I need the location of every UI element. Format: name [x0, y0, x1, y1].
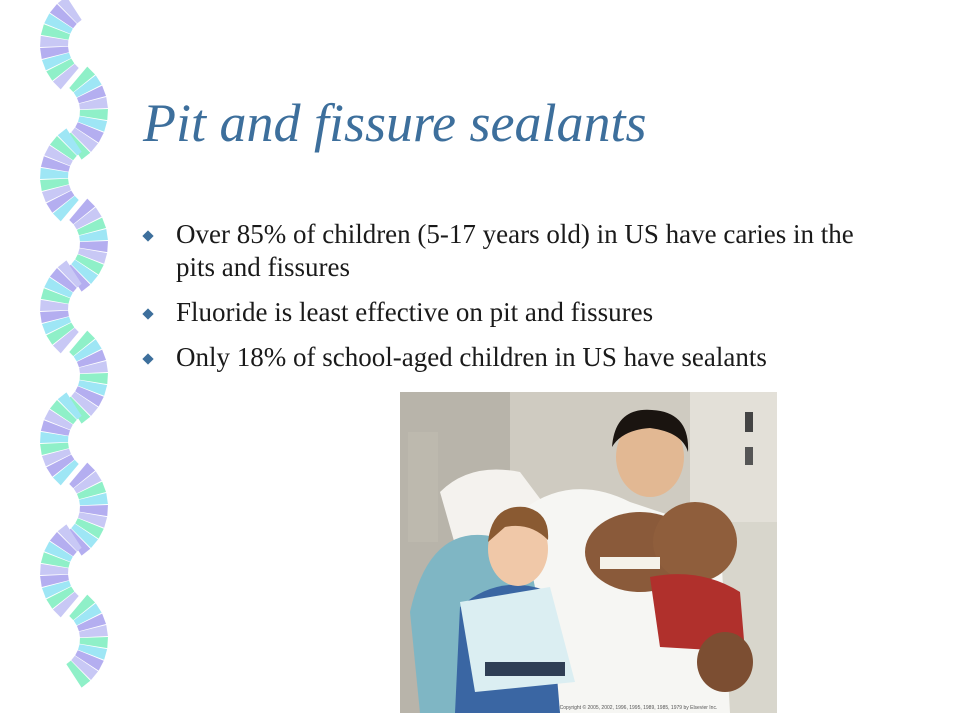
slide-title: Pit and fissure sealants: [143, 93, 647, 153]
bullet-text: Only 18% of school-aged children in US have sealants: [176, 342, 767, 372]
bullet-list: [138, 218, 898, 386]
photo-copyright: Copyright © 2005, 2002, 1996, 1995, 1989, 1985, 1979 by Elsevier Inc.: [559, 705, 718, 711]
bullet-text: Over 85% of children (5-17 years old) in US have caries in the pits and fissures: [176, 219, 854, 282]
dental-photo: [400, 392, 777, 713]
bullet-item: [138, 218, 898, 284]
diamond-bullet-icon: [142, 230, 153, 241]
bullet-item: [138, 341, 898, 374]
photo-illustration: [400, 392, 777, 713]
diamond-bullet-icon: [142, 353, 153, 364]
fan-spiral-decoration: [20, 0, 130, 720]
bullet-text: Fluoride is least effective on pit and fissures: [176, 297, 654, 327]
diamond-bullet-icon: [142, 308, 153, 319]
bullet-item: [138, 296, 898, 329]
